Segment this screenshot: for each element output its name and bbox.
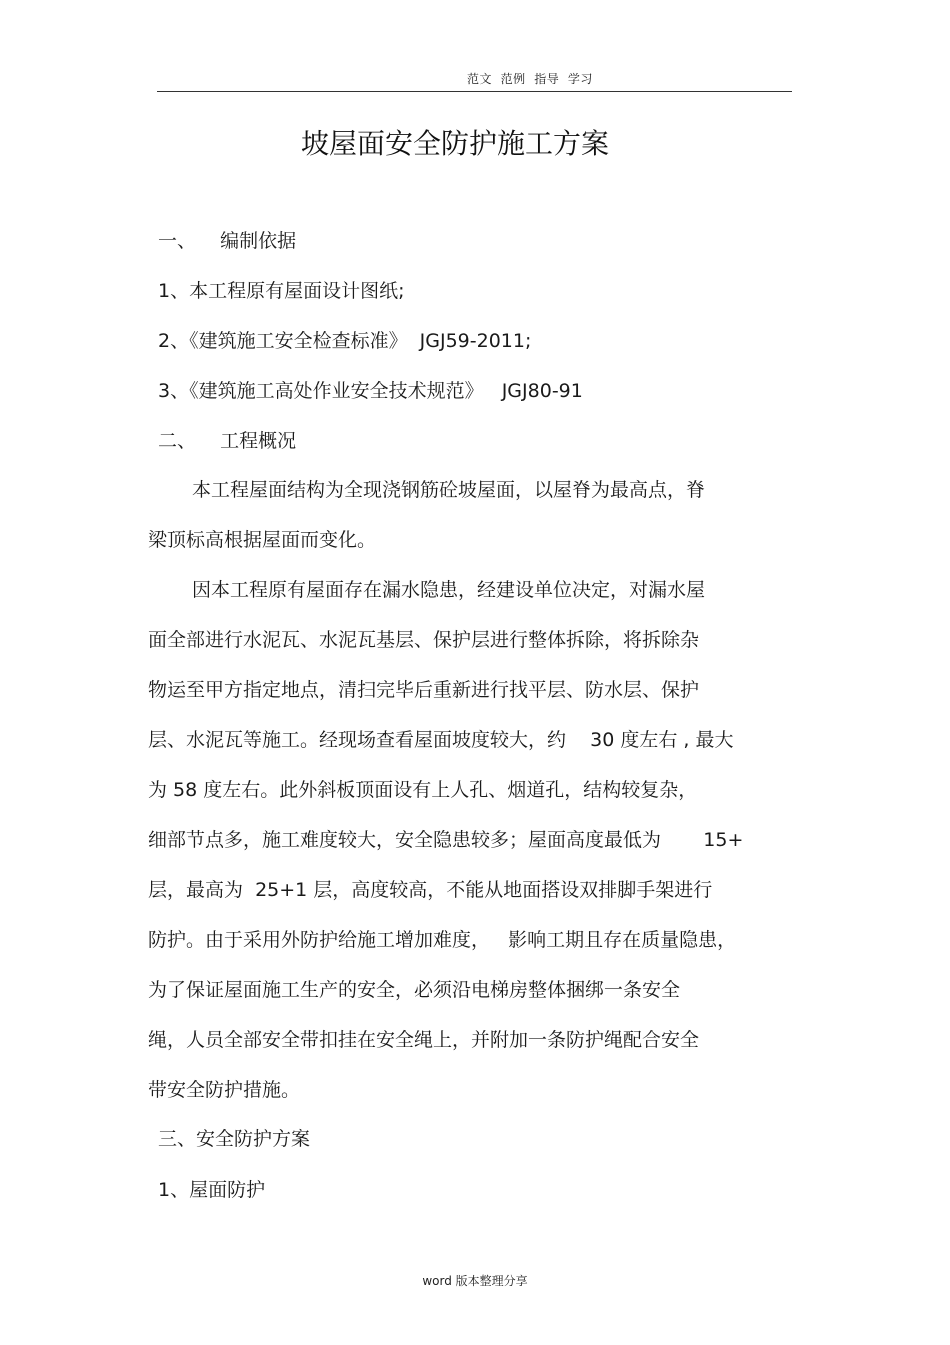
basis-item-2: 2、《建筑施工安全检查标准》 JGJ59-2011;: [158, 330, 532, 352]
section-heading-overview: 二、 工程概况: [158, 430, 297, 452]
paragraph-line: 面全部进行水泥瓦、水泥瓦基层、保护层进行整体拆除，将拆除杂: [148, 629, 700, 651]
paragraph-line: 防护。由于采用外防护给施工增加难度， 影响工期且存在质量隐患，: [148, 929, 737, 951]
section-heading-protection-plan: 三、安全防护方案: [158, 1128, 311, 1150]
page-footer: word 版本整理分享: [422, 1274, 528, 1288]
paragraph-line: 层、水泥瓦等施工。经现场查看屋面坡度较大，约 30 度左右 , 最大: [148, 729, 734, 751]
basis-item-3: 3、《建筑施工高处作业安全技术规范》 JGJ80-91: [158, 380, 583, 402]
paragraph-line: 层，最高为 25+1 层，高度较高，不能从地面搭设双排脚手架进行: [148, 879, 713, 901]
paragraph-line: 本工程屋面结构为全现浇钢筋砼坡屋面，以屋脊为最高点，脊: [192, 479, 706, 501]
paragraph-line: 细部节点多，施工难度较大，安全隐患较多；屋面高度最低为 15+: [148, 829, 744, 851]
paragraph-line: 梁顶标高根据屋面而变化。: [148, 529, 377, 551]
paragraph-line: 绳，人员全部安全带扣挂在安全绳上，并附加一条防护绳配合安全: [148, 1029, 700, 1051]
paragraph-line: 为了保证屋面施工生产的安全，必须沿电梯房整体捆绑一条安全: [148, 979, 681, 1001]
paragraph-line: 为 58 度左右。此外斜板顶面设有上人孔、烟道孔，结构较复杂，: [148, 779, 698, 801]
header-divider: [157, 91, 792, 92]
page-header: 范文 范例 指导 学习: [467, 72, 593, 86]
subsection-heading-roof-protection: 1、屋面防护: [158, 1179, 266, 1201]
paragraph-line: 物运至甲方指定地点，清扫完毕后重新进行找平层、防水层、保护: [148, 679, 700, 701]
paragraph-line: 因本工程原有屋面存在漏水隐患，经建设单位决定，对漏水屋: [192, 579, 706, 601]
document-title: 坡屋面安全防护施工方案: [300, 127, 609, 160]
section-heading-basis: 一、 编制依据: [158, 230, 297, 252]
paragraph-line: 带安全防护措施。: [148, 1079, 301, 1101]
basis-item-1: 1、本工程原有屋面设计图纸;: [158, 280, 405, 302]
